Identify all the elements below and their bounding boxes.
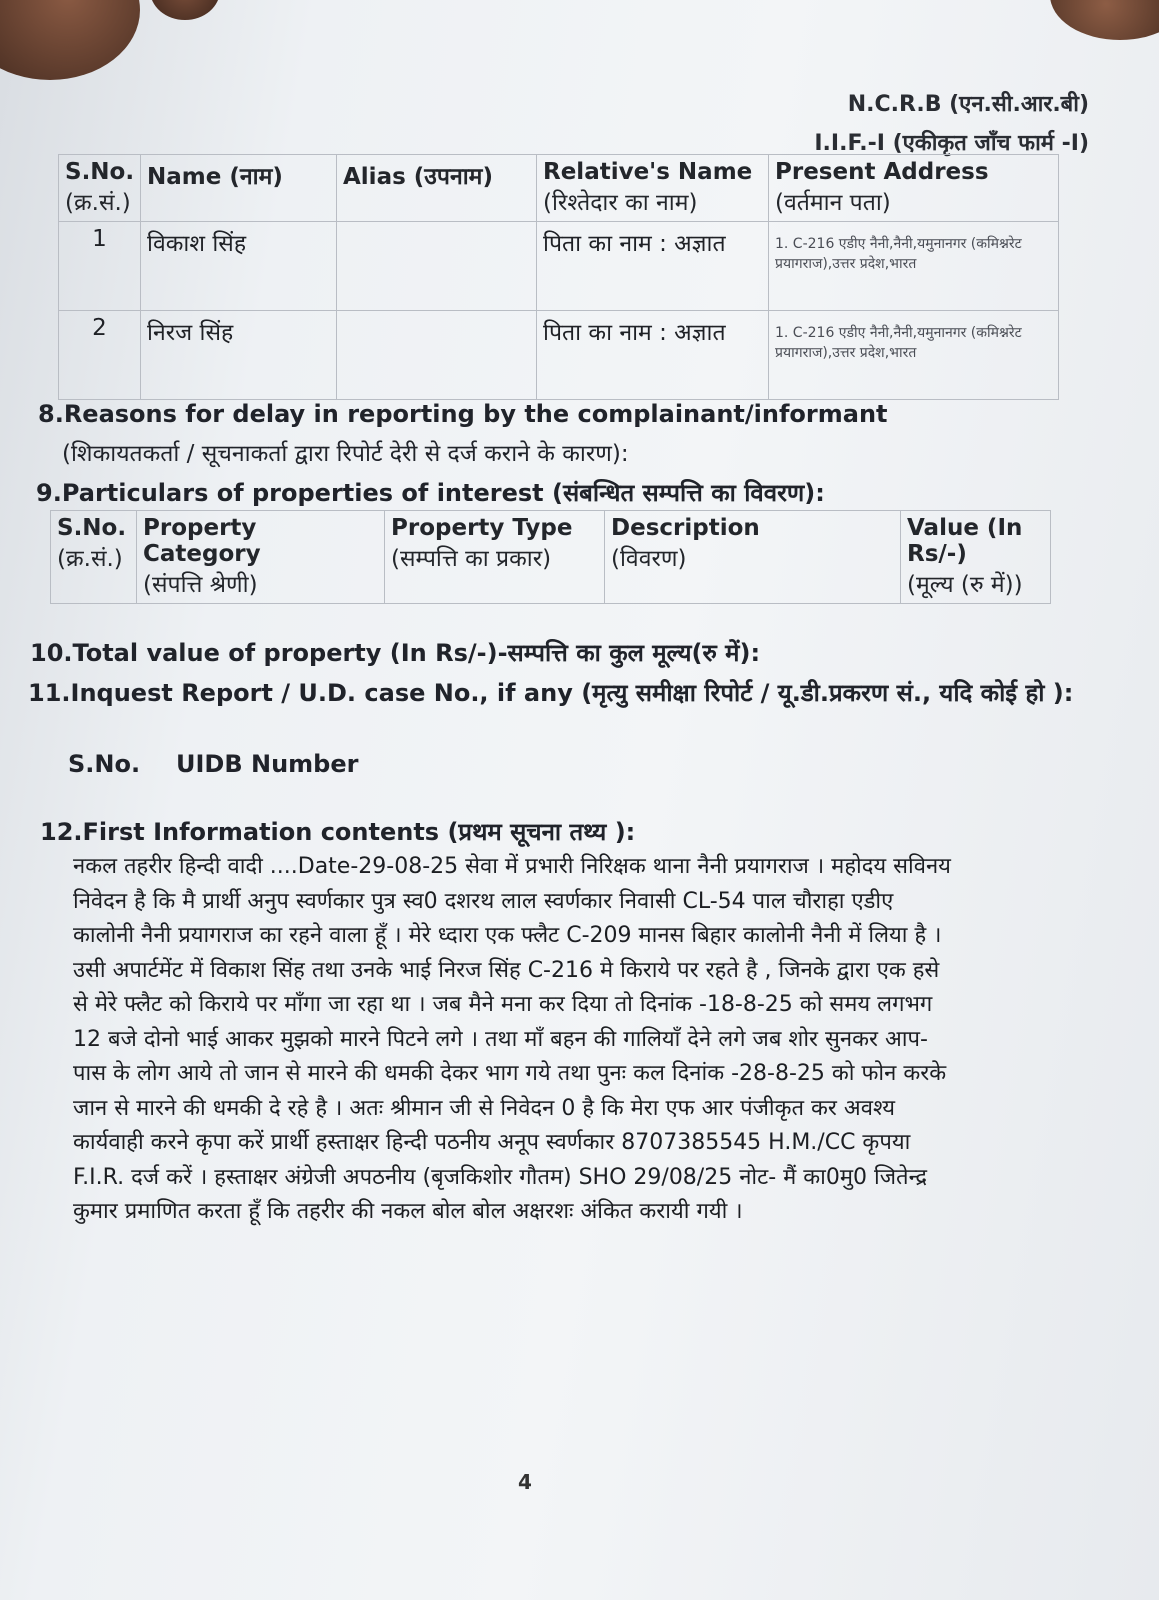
cell-sno: 2 [59, 311, 141, 400]
col-description: Description (विवरण) [605, 511, 901, 604]
col-address: Present Address (वर्तमान पता) [769, 155, 1059, 222]
table-row [59, 222, 1059, 311]
col-sno: S.No. (क्र.सं.) [59, 155, 141, 222]
section-11-title: 11.Inquest Report / U.D. case No., if any (मृत्यु समीक्षा रिपोर्ट / यू.डी.प्रकरण सं., यदि कोई हो ): [28, 679, 1074, 707]
section-11-col-uidb: UIDB Number [176, 750, 359, 778]
cell-alias [337, 311, 537, 400]
cell-address: 1. C-216 एडीए नैनी,नैनी,यमुनानगर (कमिश्नरेट प्रयागराज),उत्तर प्रदेश,भारत [769, 311, 1059, 400]
section-9-title: 9.Particulars of properties of interest (संबन्धित सम्पत्ति का विवरण): [36, 479, 825, 507]
finger-top-left [0, 0, 140, 80]
cell-name: विकाश सिंह [141, 222, 337, 311]
accused-table-header [59, 155, 1059, 222]
finger-top-right [1050, 0, 1159, 40]
finger-top-middle [150, 0, 220, 20]
section-8-subtitle: (शिकायतकर्ता / सूचनाकर्ता द्वारा रिपोर्ट देरी से दर्ज कराने के कारण): [62, 441, 629, 467]
cell-alias [337, 222, 537, 311]
col-value: Value (In Rs/-) (मूल्य (रु में)) [901, 511, 1051, 604]
table-row [59, 311, 1059, 400]
section-8-title: 8.Reasons for delay in reporting by the complainant/informant [38, 400, 888, 428]
property-table [50, 510, 1051, 604]
col-sno: S.No. (क्र.सं.) [51, 511, 137, 604]
col-alias: Alias (उपनाम) [337, 155, 537, 222]
page-number: 4 [518, 1470, 532, 1494]
accused-table [58, 154, 1059, 400]
col-name: Name (नाम) [141, 155, 337, 222]
first-information-contents: नकल तहरीर हिन्दी वादी ....Date-29-08-25 सेवा में प्रभारी निरिक्षक थाना नैनी प्रयागराज । महोदय सविनय निवेदन है कि मै प्रार्थी अनुप स्वर्णकार पुत्र स्व0 दशरथ लाल स्वर्णकार निवासी CL-54 पाल चौराहा एडीए कालोनी नैनी प्रयागराज का रहने वाला हूँ । मेरे ध्दारा एक फ्लैट C-209 मानस बिहार कालोनी नैनी में लिया है । उसी अपार्टमेंट में विकाश सिंह तथा उनके भाई निरज सिंह C-216 मे किराये पर रहते है , जिनके द्वारा एक हसे से मेरे फ्लैट को किराये पर माँगा जा रहा था । जब मैने मना कर दिया तो दिनांक -18-8-25 को समय लगभग 12 बजे दोनो भाई आकर मुझको मारने पिटने लगे । तथा माँ बहन की गालियाँ देने लगे जब शोर सुनकर आप-पास के लोग आये तो जान से मारने की धमकी देकर भाग गये तथा पुनः कल दिनांक -28-8-25 को फोन करके जान से मारने की धमकी दे रहे है । अतः श्रीमान जी से निवेदन 0 है कि मेरा एफ आर पंजीकृत कर अवश्य कार्यवाही करने कृपा करें प्रार्थी हस्ताक्षर हिन्दी पठनीय अनूप स्वर्णकार 8707385545 H.M./CC कृपया F.I.R. दर्ज करें । हस्ताक्षर अंग्रेजी अपठनीय (बृजकिशोर गौतम) SHO 29/08/25 नोट- मैं का0मु0 जितेन्द्र कुमार प्रमाणित करता हूँ कि तहरीर की नकल बोल बोल अक्षरशः अंकित करायी गयी । [73, 854, 951, 1224]
cell-name: निरज सिंह [141, 311, 337, 400]
property-table-header [51, 511, 1051, 604]
iif-header: I.I.F.-I (एकीकृत जाँच फार्म -I) [814, 131, 1089, 156]
section-10-title: 10.Total value of property (In Rs/-)-सम्पत्ति का कुल मूल्य(रु में): [30, 639, 761, 667]
cell-relative: पिता का नाम : अज्ञात [537, 311, 769, 400]
section-12-title: 12.First Information contents (प्रथम सूचना तथ्य ): [40, 818, 636, 846]
ncrb-header: N.C.R.B (एन.सी.आर.बी) [847, 92, 1089, 117]
cell-sno: 1 [59, 222, 141, 311]
col-type: Property Type (सम्पत्ति का प्रकार) [385, 511, 605, 604]
col-category: Property Category (संपत्ति श्रेणी) [137, 511, 385, 604]
section-11-col-sno: S.No. [68, 750, 141, 778]
col-relative: Relative's Name (रिश्तेदार का नाम) [537, 155, 769, 222]
cell-relative: पिता का नाम : अज्ञात [537, 222, 769, 311]
cell-address: 1. C-216 एडीए नैनी,नैनी,यमुनानगर (कमिश्नरेट प्रयागराज),उत्तर प्रदेश,भारत [769, 222, 1059, 311]
